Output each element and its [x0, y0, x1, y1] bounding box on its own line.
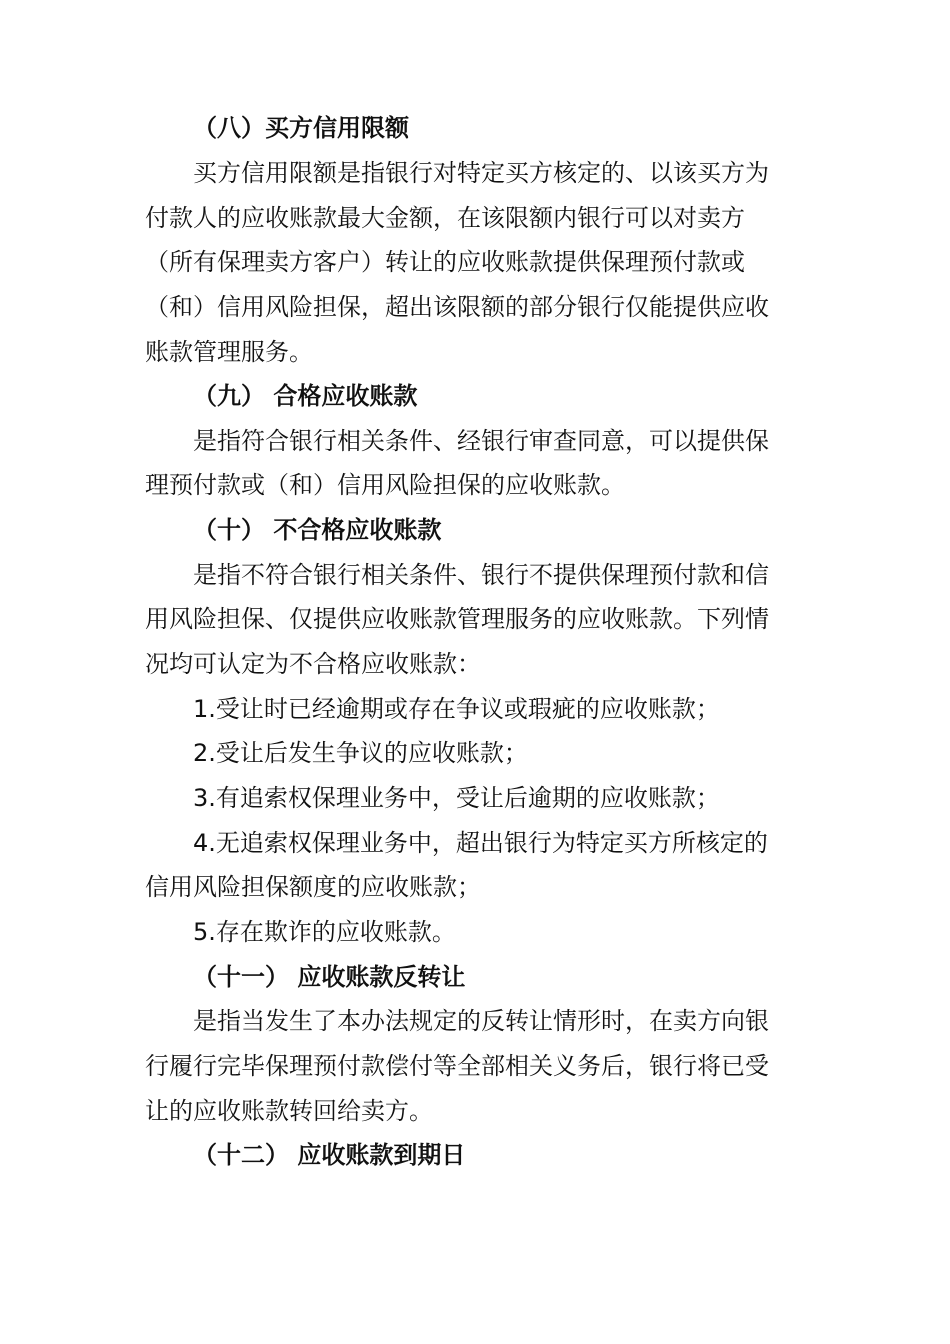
list-item: 3.有追索权保理业务中，受让后逾期的应收账款；: [193, 784, 720, 812]
list-item: 4.无追索权保理业务中，超出银行为特定买方所核定的: [193, 829, 768, 857]
paragraph-line: （和）信用风险担保，超出该限额的部分银行仅能提供应收: [145, 293, 769, 321]
paragraph-line: 行履行完毕保理预付款偿付等全部相关义务后，银行将已受: [145, 1052, 769, 1080]
paragraph-line: 理预付款或（和）信用风险担保的应收账款。: [145, 471, 625, 499]
list-item: 2.受让后发生争议的应收账款；: [193, 739, 528, 767]
paragraph-line: 是指符合银行相关条件、经银行审查同意，可以提供保: [193, 427, 769, 455]
section-heading-12: （十二） 应收账款到期日: [193, 1141, 466, 1169]
list-item: 5.存在欺诈的应收账款。: [193, 918, 456, 946]
section-heading-9: （九） 合格应收账款: [193, 382, 418, 410]
paragraph-line: 买方信用限额是指银行对特定买方核定的、以该买方为: [193, 159, 769, 187]
list-item-continuation: 信用风险担保额度的应收账款；: [145, 873, 481, 901]
paragraph-line: 让的应收账款转回给卖方。: [145, 1097, 433, 1125]
paragraph-line: 用风险担保、仅提供应收账款管理服务的应收账款。下列情: [145, 605, 769, 633]
paragraph-line: 是指当发生了本办法规定的反转让情形时，在卖方向银: [193, 1007, 769, 1035]
paragraph-line: （所有保理卖方客户）转让的应收账款提供保理预付款或: [145, 248, 745, 276]
list-item: 1.受让时已经逾期或存在争议或瑕疵的应收账款；: [193, 695, 720, 723]
section-heading-10: （十） 不合格应收账款: [193, 516, 442, 544]
paragraph-line: 是指不符合银行相关条件、银行不提供保理预付款和信: [193, 561, 769, 589]
paragraph-line: 付款人的应收账款最大金额，在该限额内银行可以对卖方: [145, 204, 745, 232]
paragraph-line: 账款管理服务。: [145, 338, 313, 366]
section-heading-8: （八）买方信用限额: [193, 114, 409, 142]
paragraph-line: 况均可认定为不合格应收账款：: [145, 650, 481, 678]
section-heading-11: （十一） 应收账款反转让: [193, 963, 466, 991]
